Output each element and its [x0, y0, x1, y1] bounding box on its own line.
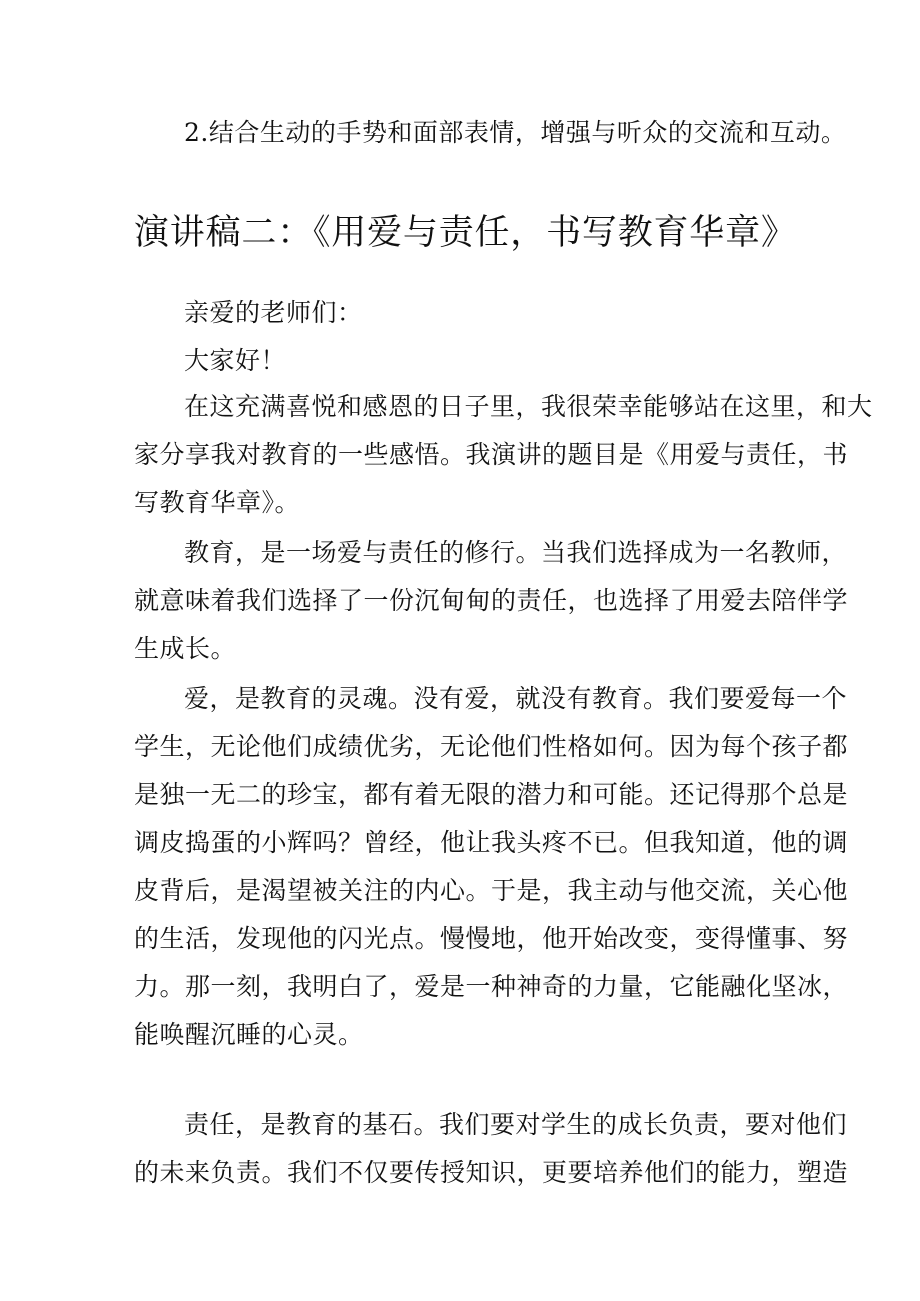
paragraph-line: 在这充满喜悦和感恩的日子里，我很荣幸能够站在这里，和大: [184, 392, 873, 421]
intro-tip-line: 2.结合生动的手势和面部表情，增强与听众的交流和互动。: [184, 118, 847, 147]
paragraph-line: 教育，是一场爱与责任的修行。当我们选择成为一名教师，: [184, 538, 848, 567]
paragraph-line: 调皮捣蛋的小辉吗？曾经，他让我头疼不已。但我知道，他的调: [134, 828, 849, 857]
paragraph-line: 力。那一刻，我明白了，爱是一种神奇的力量，它能融化坚冰，: [134, 972, 849, 1001]
paragraph-line: 皮背后，是渴望被关注的内心。于是，我主动与他交流，关心他: [134, 876, 849, 905]
paragraph-line: 的未来负责。我们不仅要传授知识，更要培养他们的能力，塑造: [134, 1158, 849, 1187]
paragraph-line: 家分享我对教育的一些感悟。我演讲的题目是《用爱与责任，书: [134, 440, 849, 469]
salutation-greeting: 大家好！: [184, 346, 287, 375]
paragraph-line: 能唤醒沉睡的心灵。: [134, 1020, 364, 1049]
salutation-teachers: 亲爱的老师们：: [184, 298, 363, 327]
paragraph-line: 写教育华章》。: [134, 488, 301, 517]
paragraph-line: 就意味着我们选择了一份沉甸甸的责任，也选择了用爱去陪伴学: [134, 586, 849, 615]
paragraph-line: 责任，是教育的基石。我们要对学生的成长负责，要对他们: [184, 1110, 848, 1139]
speech-heading: 演讲稿二：《用爱与责任，书写教育华章》: [134, 213, 797, 253]
paragraph-line: 生成长。: [134, 634, 237, 663]
paragraph-line: 是独一无二的珍宝，都有着无限的潜力和可能。还记得那个总是: [134, 780, 849, 809]
paragraph-line: 学生，无论他们成绩优劣，无论他们性格如何。因为每个孩子都: [134, 732, 849, 761]
paragraph-line: 爱，是教育的灵魂。没有爱，就没有教育。我们要爱每一个: [184, 684, 848, 713]
paragraph-line: 的生活，发现他的闪光点。慢慢地，他开始改变，变得懂事、努: [134, 924, 849, 953]
